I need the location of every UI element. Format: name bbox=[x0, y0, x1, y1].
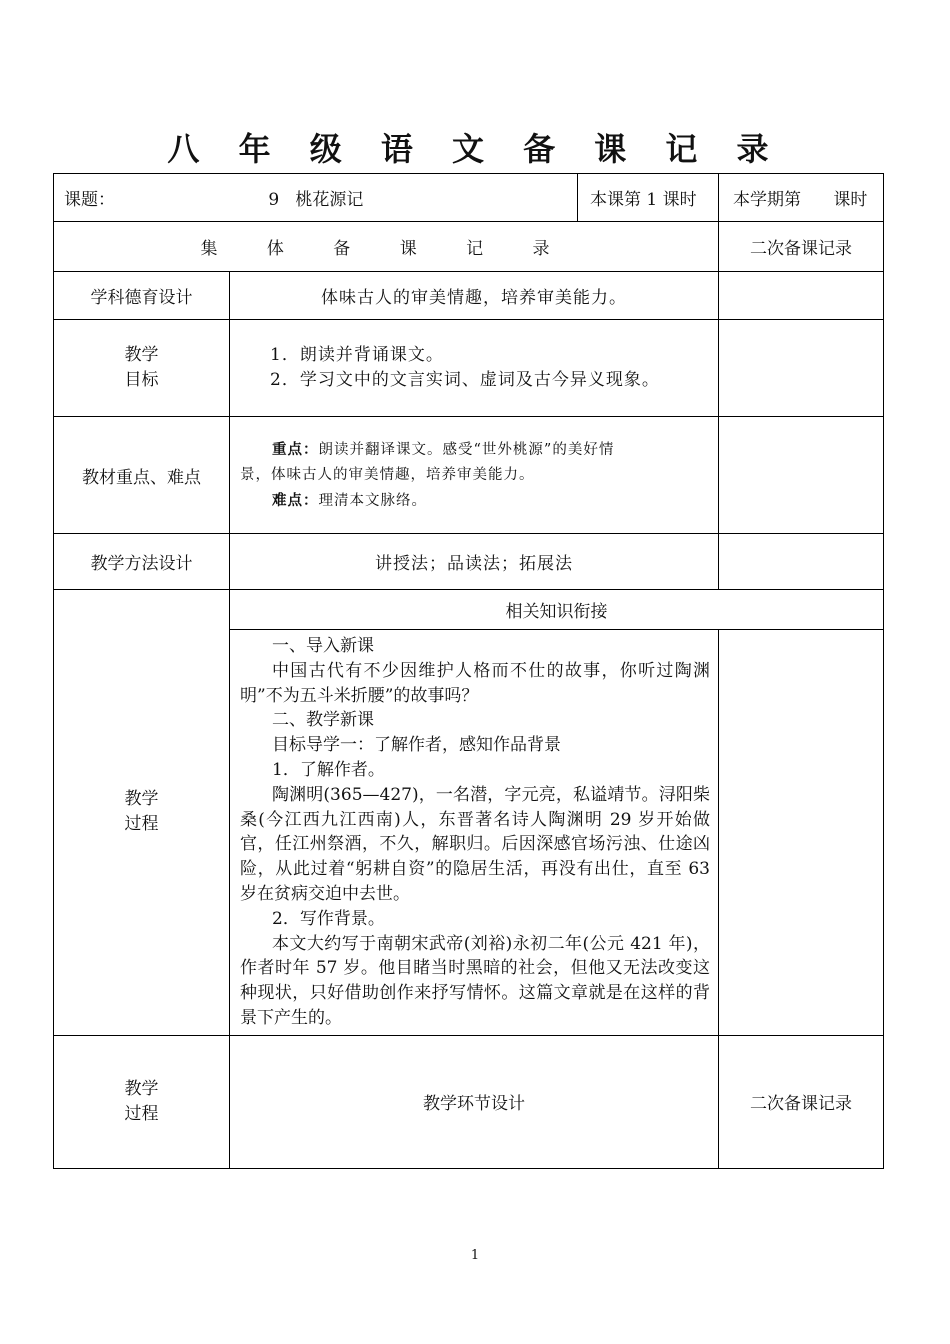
process-line: 一、导入新课 bbox=[272, 636, 374, 656]
process-line: 2．写作背景。 bbox=[272, 908, 385, 929]
process-content bbox=[230, 630, 719, 1036]
lesson-title: 9 桃花源记 bbox=[268, 190, 364, 210]
goal-item: 2．学习文中的文言实词、虚词及古今异义现象。 bbox=[270, 370, 660, 390]
process-line: 1．了解作者。 bbox=[272, 759, 385, 780]
goals-content bbox=[230, 320, 719, 417]
secondary-header: 二次备课记录 bbox=[719, 222, 884, 272]
lesson-plan-table bbox=[53, 173, 884, 1169]
process2-label-line2: 过程 bbox=[124, 1103, 159, 1124]
goals-label bbox=[54, 320, 230, 417]
term-count-cell bbox=[719, 174, 884, 222]
moral-secondary bbox=[719, 272, 884, 320]
keypoints-content bbox=[230, 417, 719, 534]
key-label: 重点： bbox=[272, 440, 319, 458]
methods-secondary bbox=[719, 534, 884, 590]
goals-secondary bbox=[719, 320, 884, 417]
process2-label-line1: 教学 bbox=[124, 1078, 159, 1099]
methods-row bbox=[54, 534, 884, 590]
goal-item: 1．朗读并背诵课文。 bbox=[270, 345, 444, 365]
process2-label bbox=[54, 1035, 230, 1168]
collective-header: 集 体 备 课 记 录 bbox=[54, 222, 719, 272]
moral-row bbox=[54, 272, 884, 320]
topic-row bbox=[54, 174, 884, 222]
process-label bbox=[54, 590, 230, 1036]
key-text-2: 景，体味古人的审美情趣，培养审美能力。 bbox=[240, 466, 535, 483]
process-line: 本文大约写于南朝宋武帝(刘裕)永初二年(公元 421 年)，作者时年 57 岁。他目睹当时黑暗的社会，但他又无法改变这种现状，只好借助创作来抒写情怀。这篇文章就是在这样的背景下产生的。 bbox=[240, 933, 710, 1028]
process2-secondary: 二次备课记录 bbox=[719, 1035, 884, 1168]
section-header-row bbox=[54, 222, 884, 272]
process-header-row bbox=[54, 590, 884, 630]
design-cell: 教学环节设计 bbox=[230, 1035, 719, 1168]
term-count: 本学期第 课时 bbox=[733, 190, 868, 210]
process-line: 二、教学新课 bbox=[272, 710, 374, 731]
page-number: 1 bbox=[470, 1248, 480, 1263]
goals-label-line2: 目标 bbox=[124, 370, 159, 390]
difficulty-label: 难点： bbox=[272, 491, 319, 509]
difficulty-text: 理清本文脉络。 bbox=[318, 492, 427, 509]
methods-content: 讲授法；品读法；拓展法 bbox=[230, 534, 719, 590]
process-design-row bbox=[54, 1035, 884, 1168]
process-line: 目标导学一：了解作者，感知作品背景 bbox=[272, 735, 561, 756]
process-label-line2: 过程 bbox=[124, 814, 159, 835]
process-line: 陶渊明(365—427)，一名潜，字元亮，私谥靖节。浔阳柴桑(今江西九江西南)人，东晋著名诗人陶渊明 29 岁开始做官，任江州祭酒，不久，解职归。后因深感官场污浊、仕途凶险，从此过着“躬耕自资”的隐居生活，再没有出仕，直至 63 岁在贫病交迫中去世。 bbox=[240, 784, 710, 904]
process-label-line1: 教学 bbox=[124, 789, 159, 810]
goals-row bbox=[54, 320, 884, 417]
lesson-count: 本课第 1 课时 bbox=[590, 190, 697, 210]
key-text-1: 朗读并翻译课文。感受“世外桃源”的美好情 bbox=[318, 441, 615, 458]
document-title: 八 年 级 语 文 备 课 记 录 bbox=[167, 130, 783, 168]
goals-label-line1: 教学 bbox=[124, 345, 159, 365]
process-line: 中国古代有不少因维护人格而不仕的故事，你听过陶渊明”不为五斗米折腰”的故事吗？ bbox=[240, 660, 710, 706]
methods-label: 教学方法设计 bbox=[54, 534, 230, 590]
moral-label: 学科德育设计 bbox=[54, 272, 230, 320]
topic-label: 课题： bbox=[64, 190, 115, 210]
related-knowledge-header: 相关知识衔接 bbox=[230, 590, 884, 630]
keypoints-row bbox=[54, 417, 884, 534]
keypoints-label: 教材重点、难点 bbox=[54, 417, 230, 534]
keypoints-secondary bbox=[719, 417, 884, 534]
lesson-count-cell bbox=[578, 174, 719, 222]
topic-cell bbox=[54, 174, 578, 222]
process-secondary bbox=[719, 630, 884, 1036]
moral-content: 体味古人的审美情趣，培养审美能力。 bbox=[230, 272, 719, 320]
